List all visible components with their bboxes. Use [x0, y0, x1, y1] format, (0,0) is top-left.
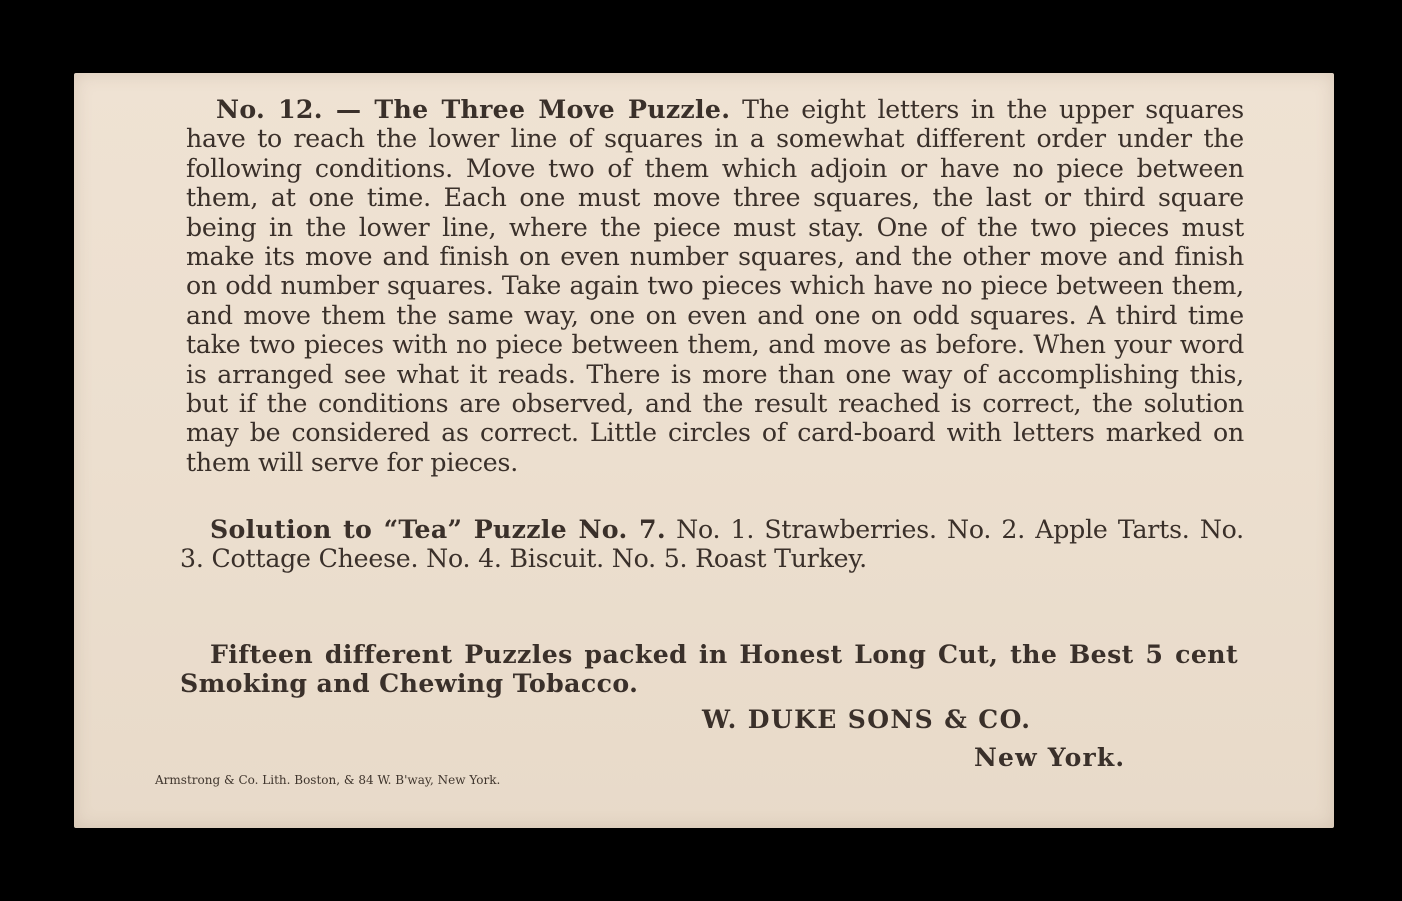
- puzzle-heading: No. 12. — The Three Move Puzzle.: [216, 94, 731, 124]
- solution-body: No. 1. Strawberries. No. 2. Apple Tarts. No. 3. Cottage Cheese. No. 4. Biscuit. No. 5. Roast Turkey.: [180, 515, 1244, 574]
- solution-heading: Solution to “Tea” Puzzle No. 7.: [210, 514, 666, 544]
- company-name: W. DUKE SONS & CO.: [702, 705, 1032, 734]
- printer-imprint: Armstrong & Co. Lith. Boston, & 84 W. B'way, New York.: [155, 773, 501, 787]
- solution-paragraph: [180, 515, 1244, 574]
- promo-paragraph: Fifteen different Puzzles packed in Honest Long Cut, the Best 5 cent Smoking and Chewing Tobacco.: [180, 639, 1238, 699]
- puzzle-paragraph: [186, 95, 1244, 477]
- trade-card-back: [74, 73, 1334, 828]
- company-city: New York.: [974, 743, 1126, 772]
- puzzle-body: The eight letters in the upper squares have to reach the lower line of squares in a somewhat different order under the following conditions. Move two of them which adjoin or have no piece between them, at one time. Each one must move three squares, the last or third square being in the lower line, where the piece must stay. One of the two pieces must make its move and finish on even number squares, and the other move and finish on odd number squares. Take again two pieces which have no piece between them, and move them the same way, one on even and one on odd squares. A third time take two pieces with no piece between them, and move as before. When your word is arranged see what it reads. There is more than one way of accomplishing this, but if the conditions are observed, and the result reached is correct, the solution may be considered as correct. Little circles of card-board with letters marked on them will serve for pieces.: [186, 95, 1244, 477]
